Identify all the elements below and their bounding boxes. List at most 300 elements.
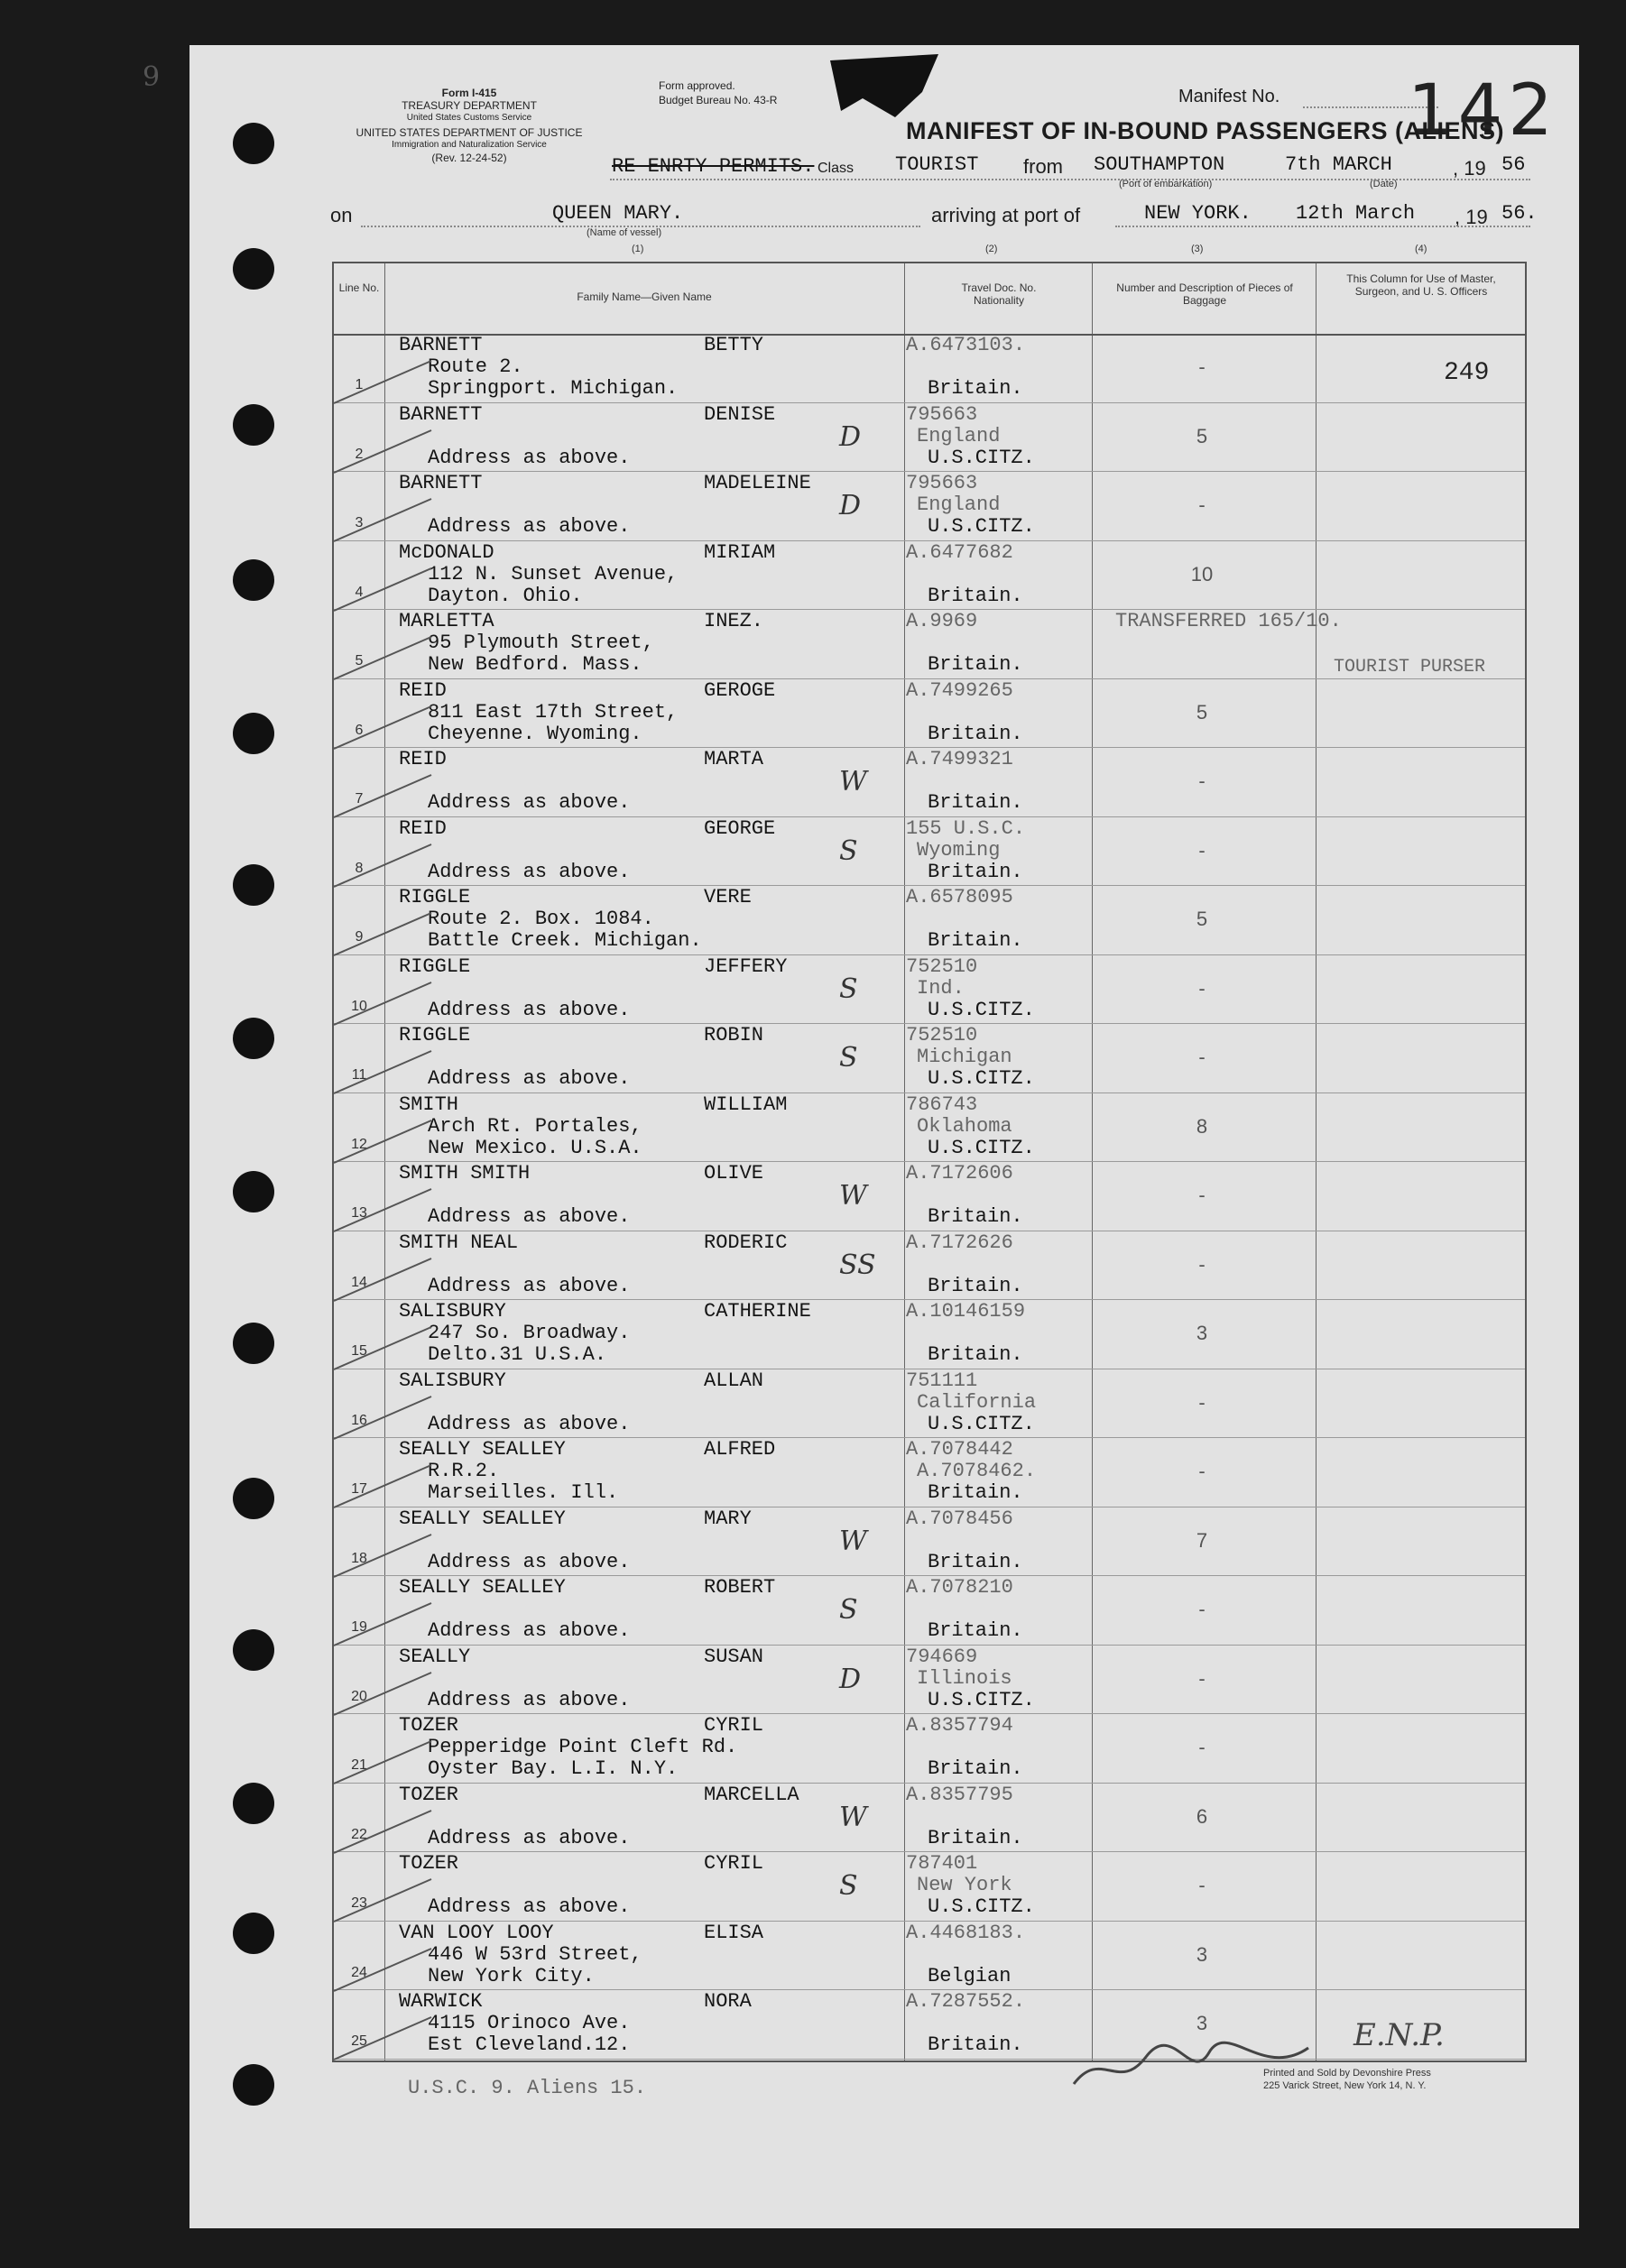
baggage-count: - bbox=[1198, 976, 1206, 1000]
family-name: REID bbox=[399, 816, 447, 840]
check-stroke-icon bbox=[332, 768, 440, 822]
punch-hole-icon bbox=[233, 1913, 274, 1954]
table-row bbox=[334, 1990, 1525, 2060]
address-line-2: Address as above. bbox=[428, 1550, 631, 1573]
travel-doc-number: 786743 bbox=[906, 1093, 978, 1116]
address-line-1: Arch Rt. Portales, bbox=[428, 1114, 642, 1138]
arrival-year-prefix: , 19 bbox=[1455, 206, 1488, 228]
family-name: SEALLY SEALLEY bbox=[399, 1576, 566, 1599]
check-stroke-icon bbox=[332, 1872, 440, 1926]
address-line-1: 112 N. Sunset Avenue, bbox=[428, 562, 679, 585]
given-name: GEROGE bbox=[704, 678, 776, 702]
baggage-count: 7 bbox=[1196, 1528, 1208, 1552]
table-row bbox=[334, 1162, 1525, 1231]
line-number: 13 bbox=[351, 1205, 367, 1221]
line-number: 19 bbox=[351, 1619, 367, 1635]
address-line-2: Address as above. bbox=[428, 1274, 631, 1297]
punch-hole-icon bbox=[233, 864, 274, 906]
clerk-mark: D bbox=[839, 1663, 862, 1695]
punch-hole-icon bbox=[233, 1783, 274, 1824]
check-stroke-icon bbox=[332, 1044, 440, 1098]
address-line-1: Route 2. bbox=[428, 355, 523, 378]
line-number: 5 bbox=[355, 653, 364, 668]
travel-doc-number: 787401 bbox=[906, 1852, 978, 1875]
given-name: CATHERINE bbox=[704, 1300, 811, 1323]
nationality: U.S.CITZ. bbox=[928, 446, 1035, 469]
line-number: 21 bbox=[351, 1757, 367, 1773]
line-number: 3 bbox=[355, 515, 364, 530]
clerk-mark: S bbox=[839, 1870, 858, 1902]
baggage-count: - bbox=[1198, 1390, 1206, 1414]
arrival-date: 12th March bbox=[1296, 202, 1416, 225]
family-name: SEALLY SEALLEY bbox=[399, 1507, 566, 1530]
baggage-count: 6 bbox=[1196, 1804, 1208, 1828]
check-stroke-icon bbox=[332, 1320, 440, 1374]
given-name: BETTY bbox=[704, 334, 764, 356]
family-name: TOZER bbox=[399, 1714, 459, 1737]
travel-doc-extra: Illinois bbox=[917, 1666, 1012, 1690]
travel-doc-extra: England bbox=[917, 424, 1001, 447]
address-line-2: Address as above. bbox=[428, 1067, 631, 1090]
nationality: Britain. bbox=[928, 2033, 1023, 2056]
family-name: BARNETT bbox=[399, 402, 483, 426]
on-label: on bbox=[330, 204, 353, 226]
baggage-count: - bbox=[1198, 1252, 1206, 1276]
table-row bbox=[334, 1438, 1525, 1507]
travel-doc-number: A.7078456 bbox=[906, 1507, 1013, 1530]
line-number: 1 bbox=[355, 377, 364, 392]
address-line-2: Address as above. bbox=[428, 1688, 631, 1711]
clerk-mark: S bbox=[839, 834, 858, 867]
check-stroke-icon bbox=[332, 1389, 440, 1443]
line-number: 10 bbox=[351, 998, 367, 1014]
line-number: 15 bbox=[351, 1343, 367, 1359]
family-name: REID bbox=[399, 678, 447, 702]
baggage-count: - bbox=[1198, 355, 1206, 378]
travel-doc-number: A.4468183. bbox=[906, 1921, 1026, 1944]
table-row bbox=[334, 1922, 1525, 1991]
embark-date: 7th MARCH bbox=[1285, 153, 1392, 176]
line-number: 2 bbox=[355, 446, 364, 462]
travel-doc-number: 751111 bbox=[906, 1369, 978, 1392]
header-line-no: Line No. bbox=[338, 281, 380, 294]
travel-doc-extra: Ind. bbox=[917, 976, 965, 1000]
travel-doc-number: A.8357795 bbox=[906, 1783, 1013, 1806]
nationality: Britain. bbox=[928, 584, 1023, 607]
clerk-mark: W bbox=[839, 1180, 867, 1212]
punch-hole-icon bbox=[233, 123, 274, 164]
address-line-2: Oyster Bay. L.I. N.Y. bbox=[428, 1757, 679, 1780]
travel-doc-number: 752510 bbox=[906, 954, 978, 978]
check-stroke-icon bbox=[332, 1251, 440, 1305]
header-name: Family Name—Given Name bbox=[577, 290, 712, 303]
given-name: CYRIL bbox=[704, 1714, 764, 1737]
clerk-mark: W bbox=[839, 766, 867, 797]
nationality: U.S.CITZ. bbox=[928, 1412, 1035, 1435]
nationality: Britain. bbox=[928, 860, 1023, 883]
given-name: ALFRED bbox=[704, 1438, 776, 1461]
footer-initials: E.N.P. bbox=[1353, 2017, 1445, 2053]
check-stroke-icon bbox=[332, 630, 440, 684]
table-row bbox=[334, 1300, 1525, 1369]
clerk-mark: W bbox=[839, 1801, 867, 1833]
table-row bbox=[334, 886, 1525, 955]
travel-doc-extra: A.7078462. bbox=[917, 1460, 1037, 1482]
address-line-2: Cheyenne. Wyoming. bbox=[428, 722, 642, 745]
col-caption-4: (4) bbox=[1415, 244, 1427, 254]
baggage-count: - bbox=[1198, 838, 1206, 862]
family-name: SALISBURY bbox=[399, 1369, 506, 1392]
footer-signature-scribble bbox=[1065, 2030, 1317, 2102]
travel-doc-number: A.7172606 bbox=[906, 1162, 1013, 1185]
check-stroke-icon bbox=[332, 1527, 440, 1581]
clerk-mark: D bbox=[839, 420, 862, 453]
family-name: SEALLY SEALLEY bbox=[399, 1438, 566, 1461]
transferred-note: TRANSFERRED 165/10. bbox=[1115, 610, 1342, 632]
given-name: GEORGE bbox=[704, 816, 776, 840]
travel-doc-extra: New York bbox=[917, 1874, 1012, 1896]
arrival-underline bbox=[1115, 226, 1530, 227]
family-name: REID bbox=[399, 748, 447, 770]
line-number: 25 bbox=[351, 2033, 367, 2049]
check-stroke-icon bbox=[332, 1182, 440, 1236]
check-stroke-icon bbox=[332, 423, 440, 477]
nationality: U.S.CITZ. bbox=[928, 998, 1035, 1021]
approval-line: Budget Bureau No. 43-R bbox=[659, 94, 778, 106]
manifest-table bbox=[332, 262, 1527, 2062]
table-row bbox=[334, 541, 1525, 611]
vessel-name: QUEEN MARY. bbox=[552, 202, 684, 225]
officer-number: 249 bbox=[1444, 359, 1490, 387]
check-stroke-icon bbox=[332, 354, 440, 408]
address-line-2: Dayton. Ohio. bbox=[428, 584, 583, 607]
dept-line: UNITED STATES DEPARTMENT OF JUSTICE bbox=[356, 126, 583, 139]
line-number: 12 bbox=[351, 1136, 367, 1152]
clerk-mark: SS bbox=[839, 1249, 876, 1281]
table-row bbox=[334, 1231, 1525, 1301]
punch-hole-icon bbox=[233, 1018, 274, 1059]
given-name: MADELEINE bbox=[704, 472, 811, 494]
check-stroke-icon bbox=[332, 1803, 440, 1858]
family-name: RIGGLE bbox=[399, 886, 471, 908]
given-name: ROBERT bbox=[704, 1576, 776, 1599]
nationality: Britain. bbox=[928, 1619, 1023, 1642]
family-name: SALISBURY bbox=[399, 1300, 506, 1323]
travel-doc-extra: England bbox=[917, 493, 1001, 516]
nationality: Britain. bbox=[928, 377, 1023, 400]
baggage-count: - bbox=[1198, 1666, 1206, 1690]
col-caption-3: (3) bbox=[1191, 244, 1204, 254]
check-stroke-icon bbox=[332, 561, 440, 615]
nationality: Britain. bbox=[928, 1757, 1023, 1780]
nationality: Britain. bbox=[928, 1550, 1023, 1573]
port-of-embarkation: SOUTHAMPTON bbox=[1094, 153, 1225, 176]
address-line-2: Address as above. bbox=[428, 1619, 631, 1642]
year-suffix: 56 bbox=[1501, 153, 1526, 176]
table-row bbox=[334, 1093, 1525, 1163]
baggage-count: 10 bbox=[1190, 562, 1214, 585]
nationality: Britain. bbox=[928, 1205, 1023, 1228]
check-stroke-icon bbox=[332, 975, 440, 1029]
nationality: U.S.CITZ. bbox=[928, 1067, 1035, 1090]
family-name: SMITH bbox=[399, 1093, 459, 1116]
table-row bbox=[334, 403, 1525, 473]
travel-doc-number: A.6477682 bbox=[906, 540, 1013, 564]
given-name: JEFFERY bbox=[704, 954, 788, 978]
address-line-2: Battle Creek. Michigan. bbox=[428, 929, 702, 952]
table-row bbox=[334, 334, 1525, 403]
line-number: 23 bbox=[351, 1895, 367, 1911]
line-number: 14 bbox=[351, 1274, 367, 1290]
line-number: 18 bbox=[351, 1550, 367, 1566]
address-line-2: New Mexico. U.S.A. bbox=[428, 1136, 642, 1159]
table-row bbox=[334, 1784, 1525, 1853]
table-row bbox=[334, 1507, 1525, 1577]
punch-hole-icon bbox=[233, 1323, 274, 1364]
family-name: RIGGLE bbox=[399, 954, 471, 978]
address-line-2: Address as above. bbox=[428, 446, 631, 469]
punch-hole-icon bbox=[233, 1629, 274, 1671]
col-caption-2: (2) bbox=[985, 244, 998, 254]
address-line-2: Address as above. bbox=[428, 860, 631, 883]
table-row bbox=[334, 1852, 1525, 1922]
printer-address: 225 Varick Street, New York 14, N. Y. bbox=[1263, 2080, 1427, 2091]
arriving-label: arriving at port of bbox=[931, 204, 1081, 226]
nationality: Britain. bbox=[928, 653, 1023, 676]
travel-doc-number: A.7287552. bbox=[906, 1990, 1026, 2013]
form-number: Form I-415 bbox=[441, 87, 497, 99]
travel-doc-number: A.10146159 bbox=[906, 1300, 1026, 1323]
punch-hole-icon bbox=[233, 559, 274, 601]
family-name: RIGGLE bbox=[399, 1024, 471, 1046]
clerk-mark: S bbox=[839, 1594, 858, 1626]
address-line-1: Route 2. Box. 1084. bbox=[428, 908, 654, 930]
baggage-count: - bbox=[1198, 770, 1206, 792]
family-name: SEALLY bbox=[399, 1645, 471, 1668]
travel-doc-number: A.7499265 bbox=[906, 678, 1013, 702]
dept-line: United States Customs Service bbox=[406, 113, 532, 123]
address-line-2: New York City. bbox=[428, 1964, 595, 1987]
travel-doc-number: A.8357794 bbox=[906, 1714, 1013, 1737]
given-name: SUSAN bbox=[704, 1645, 764, 1668]
travel-doc-number: A.7078210 bbox=[906, 1576, 1013, 1599]
family-name: MARLETTA bbox=[399, 610, 494, 632]
nationality: Britain. bbox=[928, 722, 1023, 745]
header-travel-doc: Travel Doc. No. Nationality bbox=[961, 281, 1037, 307]
address-line-1: 247 So. Broadway. bbox=[428, 1322, 631, 1344]
given-name: NORA bbox=[704, 1990, 752, 2013]
line-number: 6 bbox=[355, 722, 364, 738]
line-number: 8 bbox=[355, 860, 364, 876]
clerk-mark: S bbox=[839, 973, 858, 1005]
table-row bbox=[334, 817, 1525, 887]
travel-doc-extra: California bbox=[917, 1390, 1037, 1414]
travel-doc-extra: Wyoming bbox=[917, 838, 1001, 862]
table-row bbox=[334, 1714, 1525, 1784]
address-line-1: 811 East 17th Street, bbox=[428, 700, 679, 724]
dept-line: TREASURY DEPARTMENT bbox=[402, 99, 537, 112]
baggage-count: 5 bbox=[1196, 908, 1208, 930]
nationality: Britain. bbox=[928, 1826, 1023, 1849]
given-name: RODERIC bbox=[704, 1231, 788, 1254]
footer-totals: U.S.C. 9. Aliens 15. bbox=[408, 2077, 647, 2099]
table-row bbox=[334, 1576, 1525, 1646]
family-name: BARNETT bbox=[399, 334, 483, 356]
vessel-col-caption: (1) bbox=[632, 244, 644, 254]
punch-hole-icon bbox=[233, 1171, 274, 1212]
line-number: 16 bbox=[351, 1412, 367, 1428]
table-row bbox=[334, 748, 1525, 817]
row-divider bbox=[334, 2059, 1525, 2060]
line-number: 22 bbox=[351, 1826, 367, 1842]
family-name: McDONALD bbox=[399, 540, 494, 564]
travel-doc-number: 752510 bbox=[906, 1024, 978, 1046]
class-label: Class bbox=[818, 161, 855, 176]
line-number: 9 bbox=[355, 929, 364, 945]
dept-line: Immigration and Naturalization Service bbox=[392, 140, 547, 150]
manifest-no-value: 142 bbox=[1408, 70, 1558, 152]
travel-doc-number: A.7499321 bbox=[906, 748, 1013, 770]
check-stroke-icon bbox=[332, 1458, 440, 1512]
baggage-count: 3 bbox=[1196, 2012, 1208, 2034]
given-name: OLIVE bbox=[704, 1162, 764, 1185]
family-name: TOZER bbox=[399, 1852, 459, 1875]
family-name: BARNETT bbox=[399, 472, 483, 494]
check-stroke-icon bbox=[332, 1596, 440, 1650]
given-name: DENISE bbox=[704, 402, 776, 426]
given-name: ELISA bbox=[704, 1921, 764, 1944]
punch-hole-icon bbox=[233, 2064, 274, 2106]
nationality: U.S.CITZ. bbox=[928, 1136, 1035, 1159]
baggage-count: - bbox=[1198, 493, 1206, 516]
line-number: 11 bbox=[351, 1067, 367, 1083]
travel-doc-number: 155 U.S.C. bbox=[906, 816, 1026, 840]
check-stroke-icon bbox=[332, 906, 440, 960]
address-line-2: Est Cleveland.12. bbox=[428, 2033, 631, 2056]
address-line-2: Address as above. bbox=[428, 791, 631, 814]
address-line-2: Address as above. bbox=[428, 515, 631, 538]
nationality: Britain. bbox=[928, 1343, 1023, 1366]
address-line-1: Pepperidge Point Cleft Rd. bbox=[428, 1736, 738, 1758]
approval-line: Form approved. bbox=[659, 79, 735, 92]
travel-doc-number: A.6578095 bbox=[906, 886, 1013, 908]
address-line-2: Address as above. bbox=[428, 1895, 631, 1918]
address-line-1: 446 W 53rd Street, bbox=[428, 1942, 642, 1966]
nationality: U.S.CITZ. bbox=[928, 1688, 1035, 1711]
table-header bbox=[334, 263, 1525, 336]
family-name: SMITH NEAL bbox=[399, 1231, 519, 1254]
check-stroke-icon bbox=[332, 2010, 440, 2064]
given-name: WILLIAM bbox=[704, 1093, 788, 1116]
check-stroke-icon bbox=[332, 837, 440, 891]
nationality: U.S.CITZ. bbox=[928, 515, 1035, 538]
vessel-caption: (Name of vessel) bbox=[587, 227, 662, 238]
family-name: WARWICK bbox=[399, 1990, 483, 2013]
travel-doc-number: A.7078442 bbox=[906, 1438, 1013, 1461]
address-line-2: Springport. Michigan. bbox=[428, 377, 679, 400]
nationality: Britain. bbox=[928, 791, 1023, 814]
year-prefix: , 19 bbox=[1453, 157, 1486, 180]
class-value: TOURIST bbox=[895, 153, 979, 176]
table-row bbox=[334, 1024, 1525, 1093]
family-name: TOZER bbox=[399, 1783, 459, 1806]
manifest-no-label: Manifest No. bbox=[1178, 87, 1280, 106]
address-line-2: Address as above. bbox=[428, 1205, 631, 1228]
given-name: MARY bbox=[704, 1507, 752, 1530]
page-number-mark: 9 bbox=[143, 61, 161, 93]
printer-credit: Printed and Sold by Devonshire Press bbox=[1263, 2068, 1431, 2079]
table-row bbox=[334, 955, 1525, 1025]
travel-doc-number: A.7172626 bbox=[906, 1231, 1013, 1254]
clerk-mark: D bbox=[839, 490, 862, 521]
given-name: MIRIAM bbox=[704, 540, 776, 564]
address-line-2: Address as above. bbox=[428, 1412, 631, 1435]
check-stroke-icon bbox=[332, 1113, 440, 1167]
baggage-count: 5 bbox=[1196, 700, 1208, 724]
permits-note: RE-ENRTY PERMITS. bbox=[612, 155, 815, 178]
line-number: 4 bbox=[355, 584, 364, 600]
family-name: SMITH SMITH bbox=[399, 1162, 531, 1185]
line-number: 20 bbox=[351, 1688, 367, 1704]
table-row bbox=[334, 1369, 1525, 1439]
given-name: MARCELLA bbox=[704, 1783, 799, 1806]
given-name: INEZ. bbox=[704, 610, 764, 632]
given-name: VERE bbox=[704, 886, 752, 908]
check-stroke-icon bbox=[332, 699, 440, 753]
travel-doc-number: 795663 bbox=[906, 402, 978, 426]
baggage-count: - bbox=[1198, 1184, 1206, 1206]
address-line-2: Delto.31 U.S.A. bbox=[428, 1343, 607, 1366]
clerk-mark: W bbox=[839, 1525, 867, 1557]
travel-doc-number: 794669 bbox=[906, 1645, 978, 1668]
baggage-count: - bbox=[1198, 1460, 1206, 1482]
address-line-2: Address as above. bbox=[428, 1826, 631, 1849]
address-line-1: R.R.2. bbox=[428, 1460, 500, 1482]
check-stroke-icon bbox=[332, 492, 440, 546]
dept-line: (Rev. 12-24-52) bbox=[431, 152, 507, 164]
line-number: 7 bbox=[355, 791, 364, 807]
class-line-underline bbox=[610, 179, 1530, 180]
port-caption: (Port of embarkation) bbox=[1119, 179, 1213, 189]
baggage-count: - bbox=[1198, 1874, 1206, 1896]
baggage-count: 3 bbox=[1196, 1942, 1208, 1966]
given-name: CYRIL bbox=[704, 1852, 764, 1875]
baggage-count: - bbox=[1198, 1736, 1206, 1758]
address-line-1: 4115 Orinoco Ave. bbox=[428, 2012, 631, 2034]
given-name: ALLAN bbox=[704, 1369, 764, 1392]
travel-doc-number: A.9969 bbox=[906, 610, 978, 632]
punch-hole-icon bbox=[233, 248, 274, 290]
check-stroke-icon bbox=[332, 1665, 440, 1719]
header-officers: This Column for Use of Master, Surgeon, and U. S. Officers bbox=[1346, 272, 1496, 298]
arrival-year: 56. bbox=[1501, 202, 1538, 225]
address-line-2: Address as above. bbox=[428, 998, 631, 1021]
punch-hole-icon bbox=[233, 404, 274, 446]
clerk-mark: S bbox=[839, 1042, 858, 1074]
given-name: MARTA bbox=[704, 748, 764, 770]
travel-doc-extra: Oklahoma bbox=[917, 1114, 1012, 1138]
nationality: Belgian bbox=[928, 1964, 1012, 1987]
baggage-count: 5 bbox=[1196, 424, 1208, 447]
travel-doc-number: A.6473103. bbox=[906, 334, 1026, 356]
baggage-count: 3 bbox=[1196, 1322, 1208, 1344]
family-name: VAN LOOY LOOY bbox=[399, 1921, 554, 1944]
baggage-count: 8 bbox=[1196, 1114, 1208, 1138]
manifest-title: MANIFEST OF IN-BOUND PASSENGERS (ALIENS) bbox=[906, 117, 1505, 144]
nationality: Britain. bbox=[928, 929, 1023, 952]
address-line-2: New Bedford. Mass. bbox=[428, 653, 642, 676]
baggage-count: - bbox=[1198, 1046, 1206, 1068]
